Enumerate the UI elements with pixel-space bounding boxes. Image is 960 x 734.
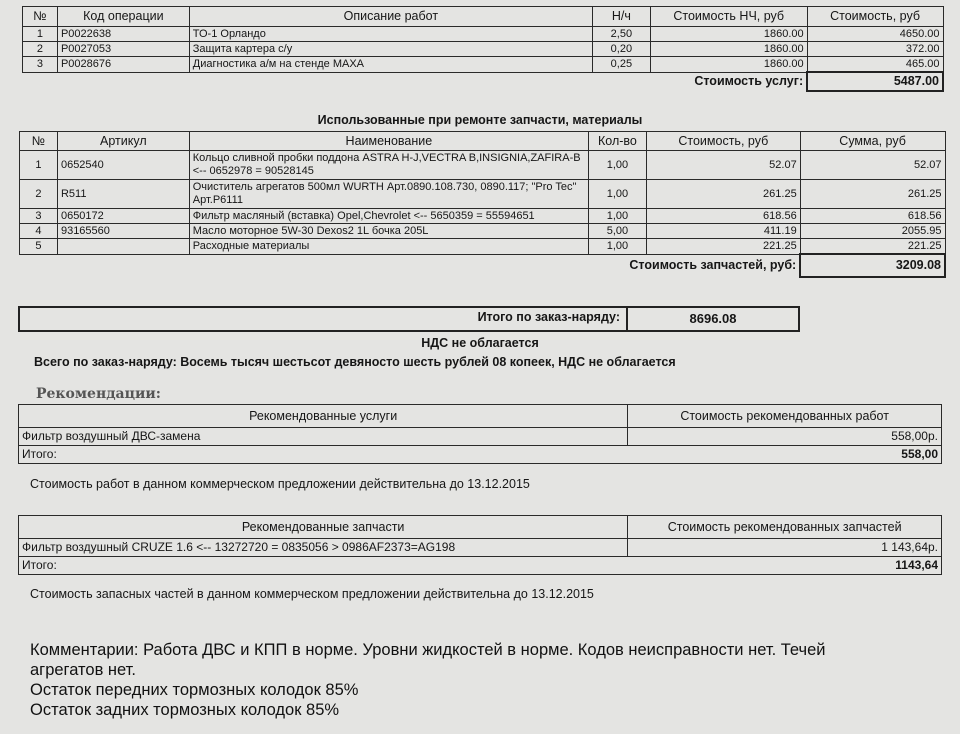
table-row <box>20 239 946 255</box>
rec-services-header-row <box>19 405 942 428</box>
rec-services-validity: Стоимость работ в данном коммерческом предложении действительна до 13.12.2015 <box>30 477 530 491</box>
parts-cell-art <box>57 239 189 255</box>
parts-total-value: 3209.08 <box>800 254 945 277</box>
parts-total-row <box>20 254 946 277</box>
parts-cell-sum: 261.25 <box>800 180 945 209</box>
parts-cell-art: 0650172 <box>57 209 189 224</box>
order-total-value: 8696.08 <box>689 311 737 326</box>
recommendations-title: Рекомендации: <box>36 386 161 402</box>
rec-services-total-label: Итого: <box>19 446 628 464</box>
parts-col-qty: Кол-во <box>589 132 647 151</box>
rec-parts-total-label: Итого: <box>19 557 628 575</box>
rec-services-col-name: Рекомендованные услуги <box>19 405 628 428</box>
works-col-num: № <box>23 7 58 27</box>
parts-cell-num: 3 <box>20 209 58 224</box>
parts-cell-name: Кольцо сливной пробки поддона ASTRA H-J,VECTRA B,INSIGNIA,ZAFIRA-B <-- 0652978 = 90528145 <box>189 151 588 180</box>
works-cell-cost: 4650.00 <box>807 27 943 42</box>
works-cell-desc: Защита картера с/у <box>189 42 592 57</box>
parts-cell-art: 0652540 <box>57 151 189 180</box>
parts-col-num: № <box>20 132 58 151</box>
parts-col-art: Артикул <box>57 132 189 151</box>
rec-services-total-value: 558,00 <box>628 446 942 464</box>
works-col-rate: Стоимость НЧ, руб <box>650 7 807 27</box>
parts-cell-sum: 2055.95 <box>800 224 945 239</box>
parts-cell-art: R511 <box>57 180 189 209</box>
parts-col-name: Наименование <box>189 132 588 151</box>
works-cell-cost: 465.00 <box>807 57 943 73</box>
parts-cell-name: Масло моторное 5W-30 Dexos2 1L бочка 205L <box>189 224 588 239</box>
parts-cell-price: 52.07 <box>646 151 800 180</box>
parts-cell-name: Очиститель агрегатов 500мл WURTH Арт.0890.108.730, 0890.117; "Pro Tec" Арт.P6111 <box>189 180 588 209</box>
works-cell-hours: 0,25 <box>592 57 650 73</box>
works-cell-hours: 2,50 <box>592 27 650 42</box>
rec-parts-table <box>18 515 942 575</box>
rec-parts-col-cost: Стоимость рекомендованных запчастей <box>628 516 942 539</box>
works-cell-rate: 1860.00 <box>650 57 807 73</box>
table-row <box>20 151 946 180</box>
table-row <box>20 209 946 224</box>
rec-service-cost: 558,00р. <box>628 428 942 446</box>
parts-cell-num: 1 <box>20 151 58 180</box>
parts-cell-price: 411.19 <box>646 224 800 239</box>
parts-col-sum: Сумма, руб <box>800 132 945 151</box>
works-col-hours: Н/ч <box>592 7 650 27</box>
works-cell-num: 3 <box>23 57 58 73</box>
parts-cell-num: 5 <box>20 239 58 255</box>
works-cell-desc: ТО-1 Орландо <box>189 27 592 42</box>
works-cell-rate: 1860.00 <box>650 27 807 42</box>
works-total-row <box>23 72 944 91</box>
comment-line: Остаток задних тормозных колодок 85% <box>30 701 340 719</box>
parts-cell-sum: 618.56 <box>800 209 945 224</box>
works-cell-code: P0022638 <box>57 27 189 42</box>
parts-cell-qty: 5,00 <box>589 224 647 239</box>
comments-block <box>30 640 826 720</box>
table-row <box>23 57 944 73</box>
parts-cell-qty: 1,00 <box>589 239 647 255</box>
rec-parts-validity: Стоимость запасных частей в данном коммерческом предложении действительна до 13.12.2015 <box>30 587 594 601</box>
works-cell-hours: 0,20 <box>592 42 650 57</box>
works-table <box>22 6 944 92</box>
works-cell-code: P0028676 <box>57 57 189 73</box>
parts-cell-qty: 1,00 <box>589 180 647 209</box>
vat-note: НДС не облагается <box>421 336 539 350</box>
parts-cell-sum: 221.25 <box>800 239 945 255</box>
table-row <box>19 428 942 446</box>
parts-cell-price: 261.25 <box>646 180 800 209</box>
works-cell-rate: 1860.00 <box>650 42 807 57</box>
works-col-desc: Описание работ <box>189 7 592 27</box>
parts-cell-art: 93165560 <box>57 224 189 239</box>
rec-parts-col-name: Рекомендованные запчасти <box>19 516 628 539</box>
table-row <box>23 27 944 42</box>
rec-service-name: Фильтр воздушный ДВС-замена <box>19 428 628 446</box>
parts-cell-price: 221.25 <box>646 239 800 255</box>
parts-col-price: Стоимость, руб <box>646 132 800 151</box>
total-in-words: Всего по заказ-наряду: Восемь тысяч шестьсот девяносто шесть рублей 08 копеек, НДС не облагается <box>34 355 676 369</box>
rec-parts-header-row <box>19 516 942 539</box>
comment-line: Остаток передних тормозных колодок 85% <box>30 681 359 699</box>
order-total-value-cell <box>626 308 798 330</box>
order-total-label: Итого по заказ-наряду: <box>477 310 620 324</box>
parts-header-row <box>20 132 946 151</box>
rec-part-name: Фильтр воздушный CRUZE 1.6 <-- 13272720 = 0835056 > 0986AF2373=AG198 <box>19 539 628 557</box>
parts-table <box>19 131 946 278</box>
order-total-box <box>18 306 800 332</box>
works-cell-desc: Диагностика а/м на стенде МАХА <box>189 57 592 73</box>
rec-services-total-row <box>19 446 942 464</box>
rec-part-cost: 1 143,64р. <box>628 539 942 557</box>
works-header-row <box>23 7 944 27</box>
works-total-label: Стоимость услуг: <box>694 74 804 88</box>
parts-cell-name: Расходные материалы <box>189 239 588 255</box>
parts-total-label: Стоимость запчастей, руб: <box>629 258 797 272</box>
rec-parts-total-value: 1143,64 <box>628 557 942 575</box>
rec-services-table <box>18 404 942 464</box>
works-total-value: 5487.00 <box>807 72 943 91</box>
works-col-code: Код операции <box>57 7 189 27</box>
parts-cell-qty: 1,00 <box>589 209 647 224</box>
parts-cell-sum: 52.07 <box>800 151 945 180</box>
parts-cell-name: Фильтр масляный (вставка) Opel,Chevrolet <-- 5650359 = 55594651 <box>189 209 588 224</box>
parts-title: Использованные при ремонте запчасти, материалы <box>317 113 643 127</box>
table-row <box>20 224 946 239</box>
works-cell-num: 1 <box>23 27 58 42</box>
comment-line: агрегатов нет. <box>30 661 136 679</box>
parts-cell-price: 618.56 <box>646 209 800 224</box>
parts-cell-qty: 1,00 <box>589 151 647 180</box>
comment-line: Комментарии: Работа ДВС и КПП в норме. Уровни жидкостей в норме. Кодов неисправности нет. Течей <box>30 641 826 659</box>
table-row <box>19 539 942 557</box>
works-cell-code: P0027053 <box>57 42 189 57</box>
rec-services-col-cost: Стоимость рекомендованных работ <box>628 405 942 428</box>
table-row <box>23 42 944 57</box>
rec-parts-total-row <box>19 557 942 575</box>
parts-cell-num: 4 <box>20 224 58 239</box>
works-cell-cost: 372.00 <box>807 42 943 57</box>
parts-cell-num: 2 <box>20 180 58 209</box>
works-cell-num: 2 <box>23 42 58 57</box>
works-col-cost: Стоимость, руб <box>807 7 943 27</box>
table-row <box>20 180 946 209</box>
